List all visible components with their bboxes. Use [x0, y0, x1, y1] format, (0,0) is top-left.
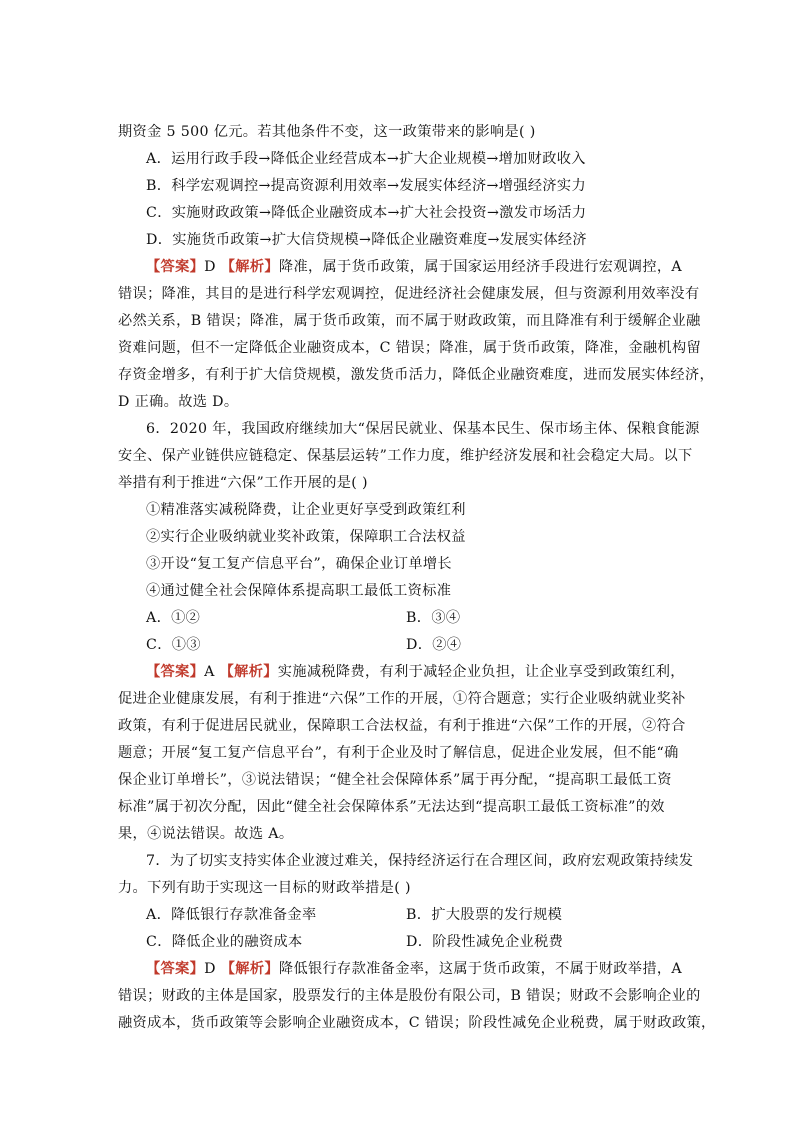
q5-stem-end: 期资金 5 500 亿元。若其他条件不变，这一政策带来的影响是( )	[118, 124, 536, 140]
q5-option-c: C．实施财政政策→降低企业融资成本→扩大社会投资→激发市场活力	[146, 205, 587, 221]
q6-analysis-line: 促进企业健康发展，有利于推进“六保”工作的开展，①符合题意；实行企业吸纳就业奖补	[118, 691, 686, 707]
analysis-tag: 【解析】	[220, 961, 279, 977]
q6-option-a: A．①②	[146, 610, 201, 626]
q7-option-b: B．扩大股票的发行规模	[406, 907, 563, 923]
q5-analysis-line: 必然关系，B 错误；降准，属于货币政策，而不属于财政政策，而且降准有利于缓解企业融	[118, 313, 701, 329]
q7-options-row-1	[146, 906, 706, 924]
q5-analysis-line: 存资金增多，有利于扩大信贷规模，激发货币活力，降低企业融资难度，进而发展实体经济，	[118, 367, 715, 383]
answer-tag: 【答案】	[146, 664, 205, 680]
q7-analysis-line: 融资成本，货币政策等会影响企业融资成本，C 错误；阶段性减免企业税费，属于财政政策，	[118, 1015, 716, 1031]
q6-analysis-line: 标准”属于初次分配，因此“健全社会保障体系”无法达到“提高职工最低工资标准”的效	[118, 799, 665, 815]
q6-analysis-line: 政策，有利于促进居民就业，保障职工合法权益，有利于推进“六保”工作的开展，②符合	[118, 718, 686, 734]
q5-analysis-line: 错误；降准，其目的是进行科学宏观调控，促进经济社会健康发展，但与资源利用效率没有	[118, 286, 700, 302]
q7-stem: 力。下列有助于实现这一目标的财政举措是( )	[118, 880, 411, 896]
q6-option-b: B．③④	[406, 610, 461, 626]
q6-item-1: ①精准落实减税降费，让企业更好享受到政策红利	[146, 502, 466, 518]
q7-option-a: A．降低银行存款准备金率	[146, 907, 317, 923]
answer-tag: 【答案】	[146, 961, 205, 977]
q6-analysis-line: 保企业订单增长”，③说法错误；“健全社会保障体系”属于再分配，“提高职工最低工资	[118, 772, 672, 788]
q6-option-c: C．①③	[146, 637, 201, 653]
analysis-text: 实施减税降费，有利于减轻企业负担，让企业享受到政策红利，	[277, 664, 685, 680]
analysis-tag: 【解析】	[220, 259, 279, 275]
analysis-text: 降准，属于货币政策，属于国家运用经济手段进行宏观调控，A	[278, 259, 683, 275]
q5-option-b: B．科学宏观调控→提高资源利用效率→发展实体经济→增强经济实力	[146, 178, 587, 194]
q7-option-d: D．阶段性减免企业税费	[406, 934, 564, 950]
analysis-tag: 【解析】	[219, 664, 278, 680]
q6-stem: 6．2020 年，我国政府继续加大“保居民就业、保基本民生、保市场主体、保粮食能源	[146, 421, 700, 437]
analysis-text: 降低银行存款准备金率，这属于货币政策，不属于财政举措，A	[278, 961, 683, 977]
q6-answer-line	[146, 663, 706, 681]
q7-stem: 7．为了切实支持实体企业渡过难关，保持经济运行在合理区间，政府宏观政策持续发	[146, 853, 694, 869]
q6-item-4: ④通过健全社会保障体系提高职工最低工资标准	[146, 583, 452, 599]
q5-option-a: A．运用行政手段→降低企业经营成本→扩大企业规模→增加财政收入	[146, 151, 586, 167]
q6-analysis-line: 果，④说法错误。故选 A。	[118, 826, 294, 842]
answer-value: A	[204, 664, 220, 680]
q6-analysis-line: 题意；开展“复工复产信息平台”，有利于企业及时了解信息，促进企业发展，但不能“确	[118, 745, 679, 761]
q5-option-d: D．实施货币政策→扩大信贷规模→降低企业融资难度→发展实体经济	[146, 232, 587, 248]
q6-stem: 安全、保产业链供应链稳定、保基层运转”工作力度，维护经济发展和社会稳定大局。以下	[118, 448, 693, 464]
q6-option-d: D．②④	[406, 637, 462, 653]
answer-value: D	[204, 259, 221, 275]
answer-tag: 【答案】	[146, 259, 205, 275]
q6-options-row-1	[146, 609, 706, 627]
q6-options-row-2	[146, 636, 706, 654]
q6-item-2: ②实行企业吸纳就业奖补政策，保障职工合法权益	[146, 529, 466, 545]
q5-answer-line	[146, 258, 706, 276]
q5-analysis-line: D 正确。故选 D。	[118, 394, 239, 410]
q7-analysis-line: 错误；财政的主体是国家，股票发行的主体是股份有限公司，B 错误；财政不会影响企业的	[118, 988, 701, 1004]
q7-options-row-2	[146, 933, 706, 951]
q7-answer-line	[146, 960, 706, 978]
q5-analysis-line: 资难问题，但不一定降低企业融资成本，C 错误；降准，属于货币政策，降准，金融机构留	[118, 340, 702, 356]
answer-value: D	[204, 961, 221, 977]
q7-option-c: C．降低企业的融资成本	[146, 934, 303, 950]
q6-item-3: ③开设“复工复产信息平台”，确保企业订单增长	[146, 556, 452, 572]
q6-stem: 举措有利于推进“六保”工作开展的是( )	[118, 475, 368, 491]
